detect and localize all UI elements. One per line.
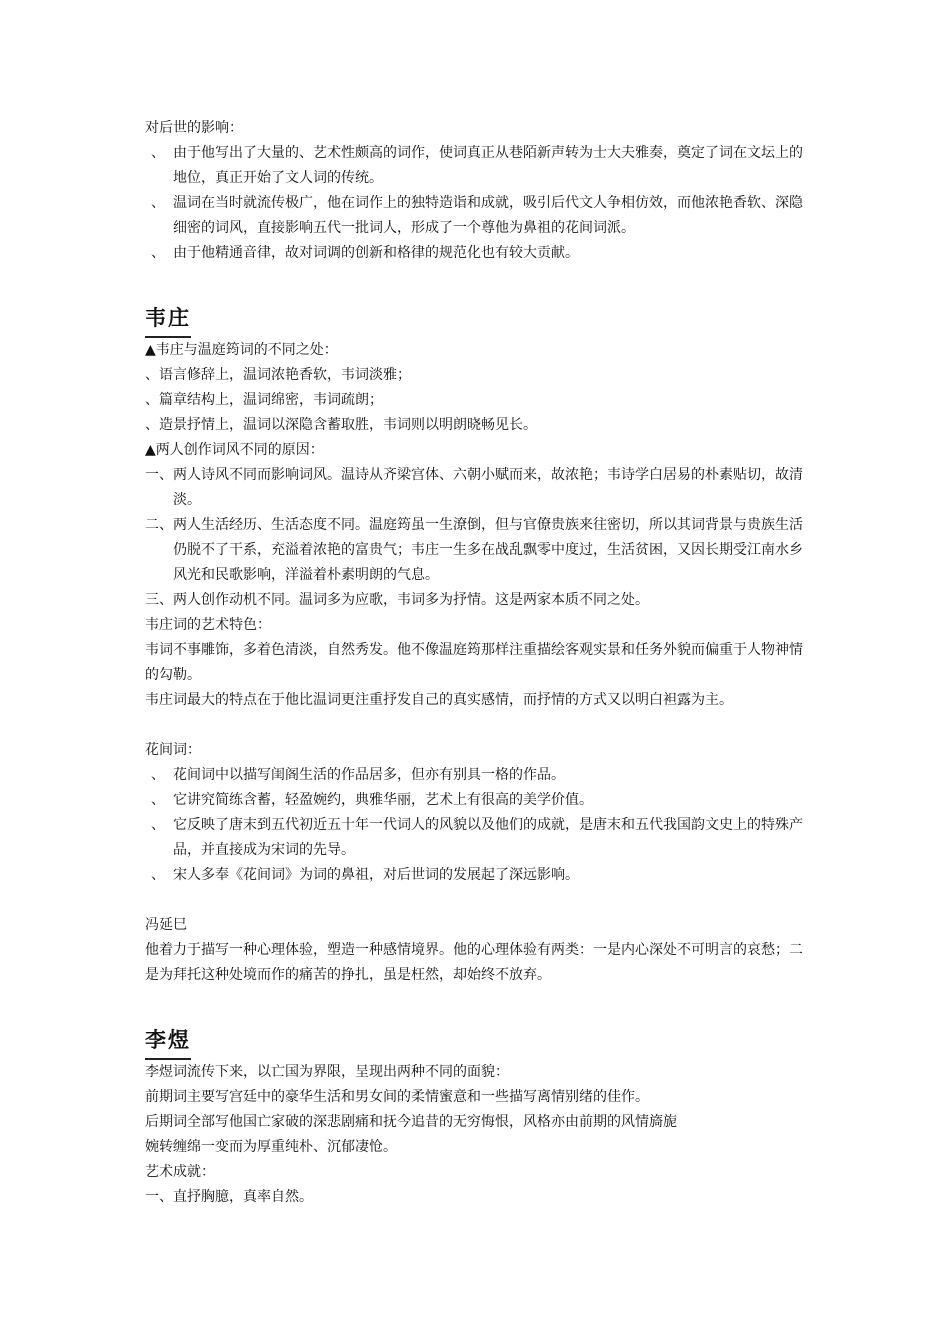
list-item-text: 温词在当时就流传极广，他在词作上的独特造诣和成就，吸引后代文人争相仿效，而他浓艳香软、深隐细密的词风，直接影响五代一批词人，形成了一个尊他为鼻祖的花间词派。 bbox=[173, 195, 803, 236]
paragraph-line: 前期词主要写宫廷中的豪华生活和男女间的柔情蜜意和一些描写离情别绪的佳作。 bbox=[145, 1089, 649, 1105]
paragraph: 韦词不事雕饰，多着色清淡，自然秀发。他不像温庭筠那样注重描绘客观实景和任务外貌而偏重于人物神情的勾勒。 bbox=[145, 642, 803, 683]
list-item: 二、两人生活经历、生活态度不同。温庭筠虽一生潦倒，但与官僚贵族来往密切，所以其词背景与贵族生活仍脱不了干系，充溢着浓艳的富贵气；韦庄一生多在战乱飘零中度过，生活贫困，又因长期受江南水乡风光和民歌影响，洋溢着朴素明朗的气息。 bbox=[145, 517, 803, 583]
list-item-text: 由于他写出了大量的、艺术性颇高的词作，使词真正从巷陌新声转为士大夫雅奏，奠定了词在文坛上的地位，真正开始了文人词的传统。 bbox=[173, 145, 803, 186]
list-item-text: 它反映了唐末到五代初近五十年一代词人的风貌以及他们的成就，是唐末和五代我国韵文史上的特殊产品，并直接成为宋词的先导。 bbox=[173, 817, 803, 858]
list-item: 、造景抒情上，温词以深隐含蓄取胜，韦词则以明朗晓畅见长。 bbox=[145, 417, 537, 433]
list-item bbox=[145, 763, 810, 788]
list-item: 一、两人诗风不同而影响词风。温诗从齐梁宫体、六朝小赋而来，故浓艳；韦诗学白居易的朴素贴切，故清淡。 bbox=[145, 467, 803, 508]
section-heading-liyu: 李煜 bbox=[145, 1026, 191, 1060]
influence-title: 对后世的影响： bbox=[145, 120, 243, 136]
list-item bbox=[145, 191, 810, 241]
list-item: 、篇章结构上，温词绵密，韦词疏朗； bbox=[145, 392, 383, 408]
paragraph-line: 艺术成就： bbox=[145, 1164, 215, 1180]
reason-title: ▲两人创作词风不同的原因： bbox=[145, 442, 324, 458]
paragraph-line: 后期词全部写他国亡家破的深悲剧痛和抚今追昔的无穷悔恨，风格亦由前期的风情旖旎 bbox=[145, 1114, 677, 1130]
paragraph-line: 李煜词流传下来，以亡国为界限，呈现出两种不同的面貌： bbox=[145, 1064, 509, 1080]
diff-title: ▲韦庄与温庭筠词的不同之处： bbox=[145, 342, 338, 358]
list-item-text: 宋人多奉《花间词》为词的鼻祖，对后世词的发展起了深远影响。 bbox=[173, 867, 579, 883]
list-item-text: 它讲究简练含蓄，轻盈婉约，典雅华丽，艺术上有很高的美学价值。 bbox=[173, 792, 593, 808]
list-mark: 、 bbox=[151, 792, 165, 808]
section-heading-wrap bbox=[145, 1004, 810, 1054]
list-mark: 、 bbox=[151, 817, 165, 833]
list-mark: 、 bbox=[151, 767, 165, 783]
paragraph: 他着力于描写一种心理体验，塑造一种感情境界。他的心理体验有两类：一是内心深处不可明言的哀愁；二是为拜托这种处境而作的痛苦的挣扎，虽是枉然，却始终不放弃。 bbox=[145, 942, 803, 983]
list-item bbox=[145, 141, 810, 191]
spacer bbox=[145, 888, 810, 913]
paragraph-line: 婉转缠绵一变而为厚重纯朴、沉郁凄怆。 bbox=[145, 1139, 397, 1155]
list-mark: 、 bbox=[151, 195, 165, 211]
section-heading-weizhuang: 韦庄 bbox=[145, 304, 191, 338]
list-item-text: 由于他精通音律，故对词调的创新和格律的规范化也有较大贡献。 bbox=[173, 245, 579, 261]
list-item bbox=[145, 863, 810, 888]
huajian-title: 花间词： bbox=[145, 742, 201, 758]
document-page bbox=[145, 116, 810, 1210]
section-heading-wrap bbox=[145, 282, 810, 332]
list-mark: 、 bbox=[151, 245, 165, 261]
list-mark: 、 bbox=[151, 867, 165, 883]
list-mark: 、 bbox=[151, 145, 165, 161]
list-item bbox=[145, 813, 810, 863]
fengyansi-title: 冯延巳 bbox=[145, 917, 187, 933]
list-item bbox=[145, 788, 810, 813]
spacer bbox=[145, 713, 810, 738]
art-title: 韦庄词的艺术特色： bbox=[145, 617, 271, 633]
paragraph-line: 一、直抒胸臆，真率自然。 bbox=[145, 1189, 313, 1205]
list-item bbox=[145, 241, 810, 266]
list-item: 、语言修辞上，温词浓艳香软，韦词淡雅； bbox=[145, 367, 411, 383]
list-item-text: 花间词中以描写闺阁生活的作品居多，但亦有别具一格的作品。 bbox=[173, 767, 565, 783]
list-item: 三、两人创作动机不同。温词多为应歌，韦词多为抒情。这是两家本质不同之处。 bbox=[145, 592, 649, 608]
paragraph: 韦庄词最大的特点在于他比温词更注重抒发自己的真实感情，而抒情的方式又以明白袒露为主。 bbox=[145, 692, 733, 708]
